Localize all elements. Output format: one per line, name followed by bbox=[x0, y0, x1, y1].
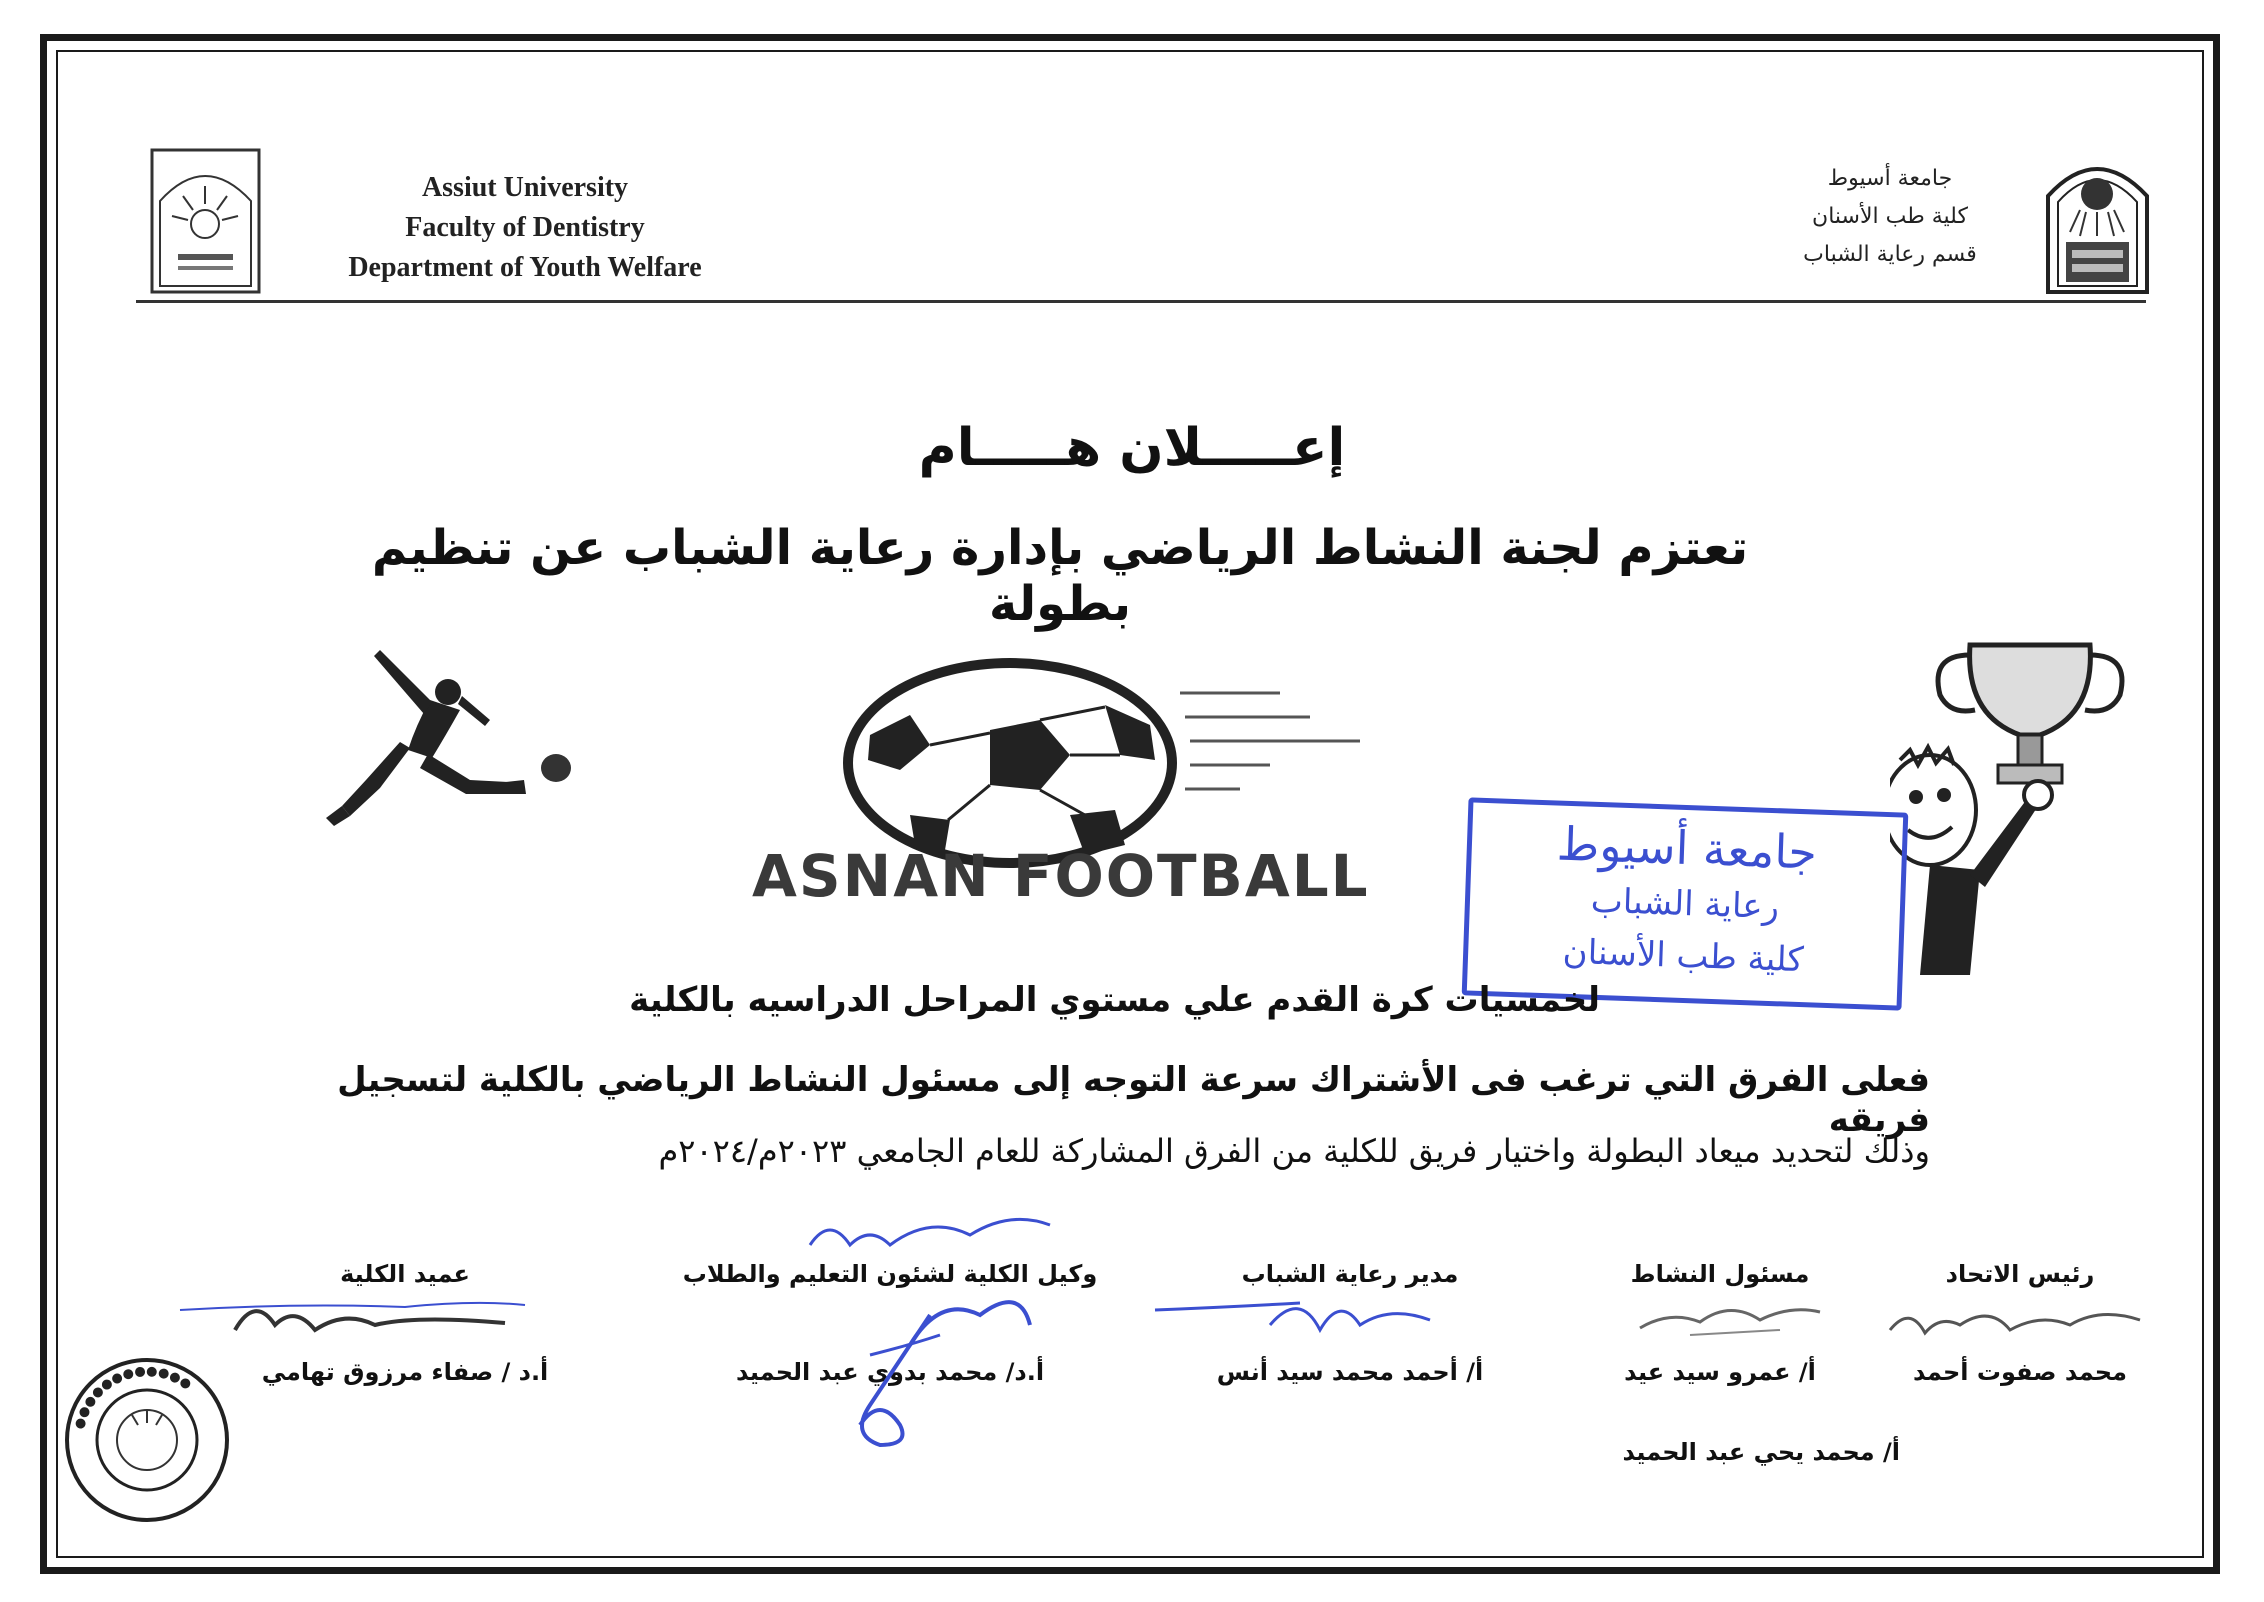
faculty-logo-left bbox=[148, 146, 263, 296]
signature-vice-dean bbox=[790, 1195, 1110, 1455]
signatory-name: أ/ أحمد محمد سيد أنس bbox=[1216, 1358, 1484, 1386]
stamp-line-2: رعاية الشباب bbox=[1590, 880, 1780, 928]
signatory-name: أ.د / صفاء مرزوق تهامي bbox=[261, 1358, 549, 1386]
signatory-title: مدير رعاية الشباب bbox=[1241, 1260, 1459, 1288]
official-faculty-seal bbox=[62, 1355, 232, 1525]
signature-activity-officer bbox=[1630, 1290, 1830, 1340]
stamp-line-1: جامعة أسيوط bbox=[1556, 816, 1818, 880]
header-english bbox=[290, 168, 760, 288]
university-name: Assiut University bbox=[421, 172, 629, 203]
signatory-title: رئيس الاتحاد bbox=[1945, 1260, 2095, 1288]
event-title: ASNAN FOOTBALL bbox=[752, 842, 1370, 910]
youth-welfare-stamp bbox=[1462, 797, 1909, 1010]
stamp-line-3: كلية طب الأسنان bbox=[1562, 931, 1805, 981]
faculty-name-ar: كلية طب الأسنان bbox=[1812, 204, 1968, 229]
svg-text:●●●●●●●●●●●●: ●●●●●●●●●●●● bbox=[71, 1363, 195, 1431]
signatory-name: محمد صفوت أحمد bbox=[1913, 1358, 2127, 1386]
university-logo-right bbox=[2040, 146, 2155, 296]
signatory-name: أ/ عمرو سيد عيد bbox=[1624, 1358, 1816, 1386]
announcement-heading: إعـــــلان هـــــام bbox=[918, 418, 1346, 478]
body-line-3: وذلك لتحديد ميعاد البطولة واختيار فريق للكلية من الفرق المشاركة للعام الجامعي ٢٠٢٣م/٢٠٢٤م bbox=[658, 1132, 1930, 1170]
signature-youth-welfare-director bbox=[1150, 1285, 1450, 1345]
body-line-2: فعلى الفرق التي ترغب فى الأشتراك سرعة التوجه إلى مسئول النشاط الرياضي بالكلية لتسجيل فريقه bbox=[337, 1060, 1930, 1140]
signatory-name: أ.د/ محمد بدوي عبد الحميد bbox=[735, 1358, 1045, 1386]
signatory-title: عميد الكلية bbox=[340, 1260, 470, 1288]
signature-union-president bbox=[1880, 1295, 2150, 1345]
announcement-intro: تعتزم لجنة النشاط الرياضي بإدارة رعاية الشباب عن تنظيم بطولة bbox=[371, 520, 1749, 632]
additional-signatory-name: أ/ محمد يحي عبد الحميد bbox=[1622, 1438, 1900, 1466]
department-name-ar: قسم رعاية الشباب bbox=[1803, 242, 1977, 267]
signatory-title: وكيل الكلية لشئون التعليم والطلاب bbox=[682, 1260, 1098, 1288]
university-name-ar: جامعة أسيوط bbox=[1827, 166, 1953, 191]
header-divider bbox=[136, 300, 2146, 303]
body-line-1: لخمسيات كرة القدم علي مستوي المراحل الدراسيه بالكلية bbox=[629, 980, 1600, 1020]
signatory-title: مسئول النشاط bbox=[1630, 1260, 1810, 1288]
football-player-illustration bbox=[320, 630, 590, 860]
trophy-character-illustration bbox=[1890, 625, 2200, 1005]
department-name: Department of Youth Welfare bbox=[348, 252, 702, 283]
faculty-name: Faculty of Dentistry bbox=[405, 212, 645, 243]
signature-dean bbox=[175, 1285, 535, 1345]
header-arabic bbox=[1760, 160, 2020, 274]
